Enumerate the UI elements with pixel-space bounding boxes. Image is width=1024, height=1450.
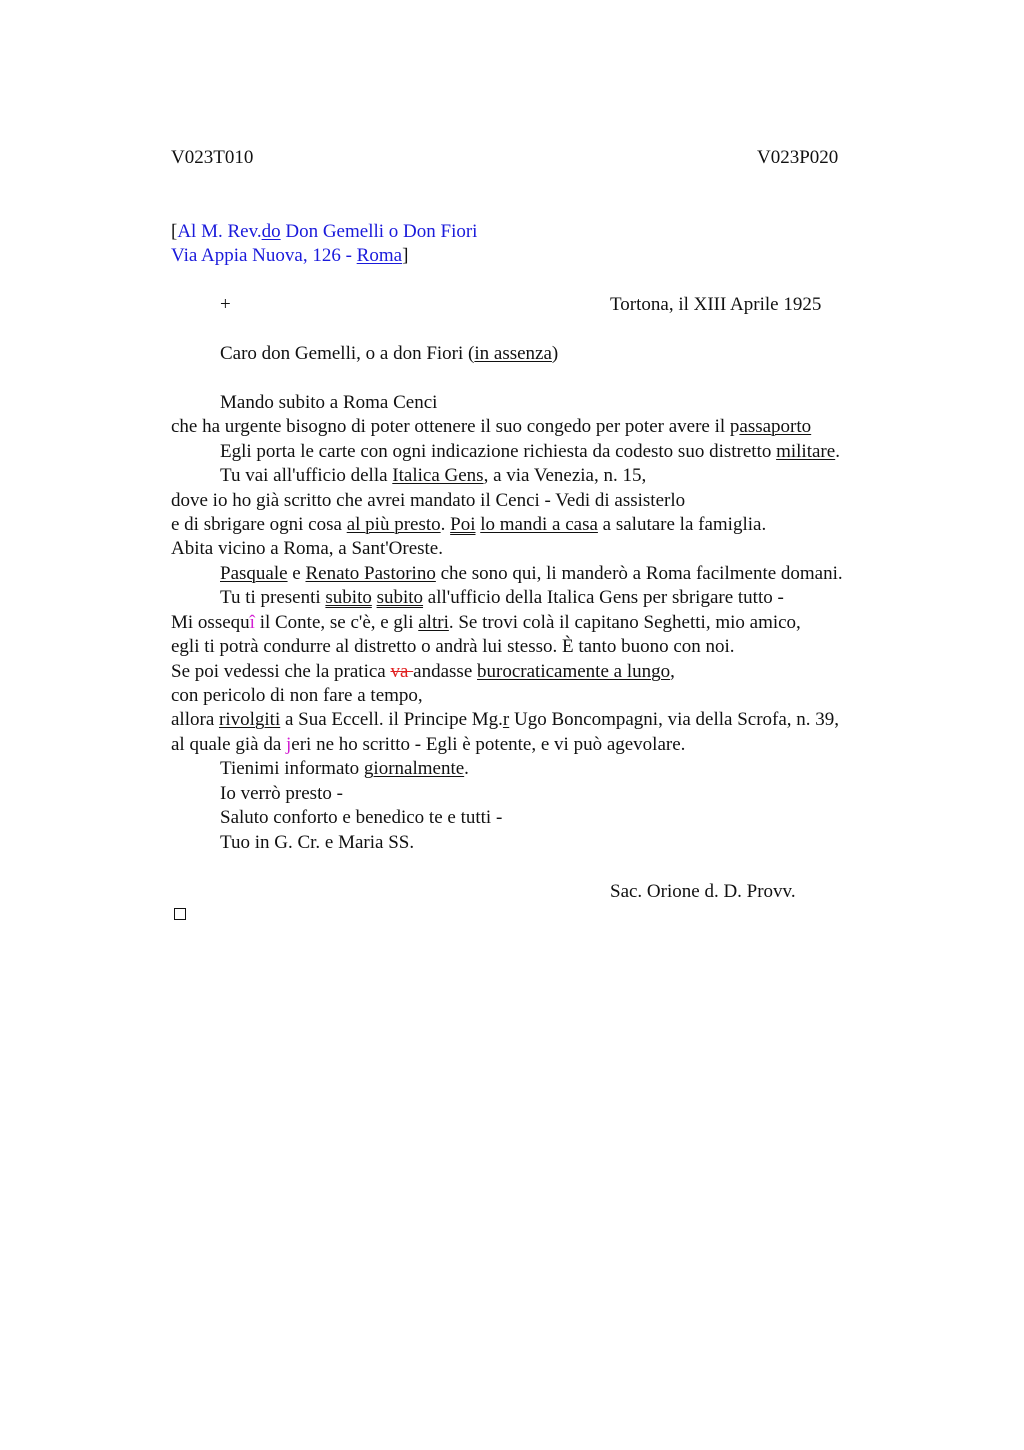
correction-mark: j <box>286 734 292 755</box>
body-line-5: dove io ho già scritto che avrei mandato il Cenci - Vedi di assisterlo <box>171 490 686 511</box>
address-text-a: Al M. Rev. <box>177 221 262 242</box>
body-line-14 <box>171 708 839 732</box>
salutation-text: Caro don Gemelli, o a don Fiori ( <box>220 343 475 364</box>
text: e <box>287 563 306 584</box>
body-line-4 <box>220 464 646 488</box>
address-text-c: Don Gemelli o Don Fiori <box>280 221 478 242</box>
text: Ugo Boncompagni, via della Scrofa, n. 39, <box>509 709 840 730</box>
text: all'ufficio della Italica Gens per sbrigare tutto - <box>423 587 784 608</box>
body-line-17: Io verrò presto - <box>220 783 343 804</box>
text: , a via Venezia, n. 15, <box>483 465 647 486</box>
salutation-close: ) <box>551 343 559 364</box>
salutation-underlined: in assenza <box>474 343 552 364</box>
text: Egli porta le carte con ogni indicazione richiesta da codesto suo distretto <box>220 441 777 462</box>
square-icon <box>174 908 186 920</box>
text: Se poi vedessi che la pratica <box>171 661 391 682</box>
double-underlined-text: Poi <box>450 514 476 535</box>
text: a Sua Eccell. il Principe Mg. <box>280 709 503 730</box>
underlined-text: rivolgiti <box>219 709 281 730</box>
underlined-text: Pasquale <box>220 563 288 584</box>
body-line-18: Saluto conforto e benedico te e tutti - <box>220 807 503 828</box>
cross-mark: + <box>220 294 231 315</box>
underlined-text: altri <box>418 612 449 633</box>
body-line-7: Abita vicino a Roma, a Sant'Oreste. <box>171 538 443 559</box>
underlined-text: giornalmente <box>363 758 465 779</box>
text: eri ne ho scritto - Egli è potente, e vi può agevolare. <box>291 734 686 755</box>
text: , <box>670 661 675 682</box>
underlined-text: al più presto <box>346 514 441 535</box>
body-line-1: Mando subito a Roma Cenci <box>220 392 438 413</box>
underlined-text: Renato Pastorino <box>305 563 436 584</box>
right-code: V023P020 <box>757 147 839 168</box>
body-line-2 <box>171 415 811 439</box>
text: . Se trovi colà il capitano Seghetti, mio amico, <box>448 612 801 633</box>
body-line-9 <box>220 586 784 610</box>
address-text-b: do <box>261 221 281 242</box>
place-date: Tortona, il XIII Aprile 1925 <box>610 294 822 315</box>
text: che ha urgente bisogno di poter ottenere il suo congedo per poter avere il p <box>171 416 740 437</box>
address-line-2 <box>171 244 408 268</box>
underlined-text: burocraticamente a lungo <box>477 661 671 682</box>
address-line-1 <box>171 220 477 244</box>
underlined-text: r <box>502 709 510 730</box>
text: a salutare la famiglia. <box>597 514 767 535</box>
underlined-text: militare <box>776 441 836 462</box>
text: . <box>835 441 840 462</box>
signature: Sac. Orione d. D. Provv. <box>610 881 796 902</box>
body-line-10 <box>171 611 801 635</box>
body-line-12 <box>171 660 675 684</box>
body-line-8 <box>220 562 843 586</box>
double-underlined-text: subito <box>325 587 372 608</box>
address-street: Via Appia Nuova, 126 - <box>171 245 357 266</box>
text: andasse <box>413 661 478 682</box>
text: Tu vai all'ufficio della <box>220 465 393 486</box>
text: e di sbrigare ogni cosa <box>171 514 347 535</box>
text: che sono qui, li manderò a Roma facilmente domani. <box>435 563 843 584</box>
body-line-6 <box>171 513 766 537</box>
open-bracket: [ <box>171 221 178 242</box>
body-line-11: egli ti potrà condurre al distretto o andrà lui stesso. È tanto buono con noi. <box>171 636 735 657</box>
address-city: Roma <box>356 245 403 266</box>
text: al quale già da <box>171 734 287 755</box>
text: Mi ossequ <box>171 612 250 633</box>
close-bracket: ] <box>402 245 409 266</box>
body-line-13: con pericolo di non fare a tempo, <box>171 685 423 706</box>
body-line-19: Tuo in G. Cr. e Maria SS. <box>220 832 415 853</box>
text: . <box>440 514 451 535</box>
left-code: V023T010 <box>171 147 254 168</box>
correction-mark: î <box>249 612 255 633</box>
underlined-text: lo mandi a casa <box>480 514 598 535</box>
underlined-text: assaporto <box>739 416 812 437</box>
text: allora <box>171 709 220 730</box>
body-line-3 <box>220 440 840 464</box>
text: . <box>464 758 469 779</box>
body-line-16 <box>220 757 469 781</box>
text: il Conte, se c'è, e gli <box>254 612 419 633</box>
underlined-text: Italica Gens <box>392 465 484 486</box>
body-line-15 <box>171 733 685 757</box>
text: Tienimi informato <box>220 758 364 779</box>
double-underlined-text: subito <box>376 587 424 608</box>
salutation <box>220 342 558 366</box>
text: Tu ti presenti <box>220 587 326 608</box>
struck-text: va <box>390 661 414 682</box>
